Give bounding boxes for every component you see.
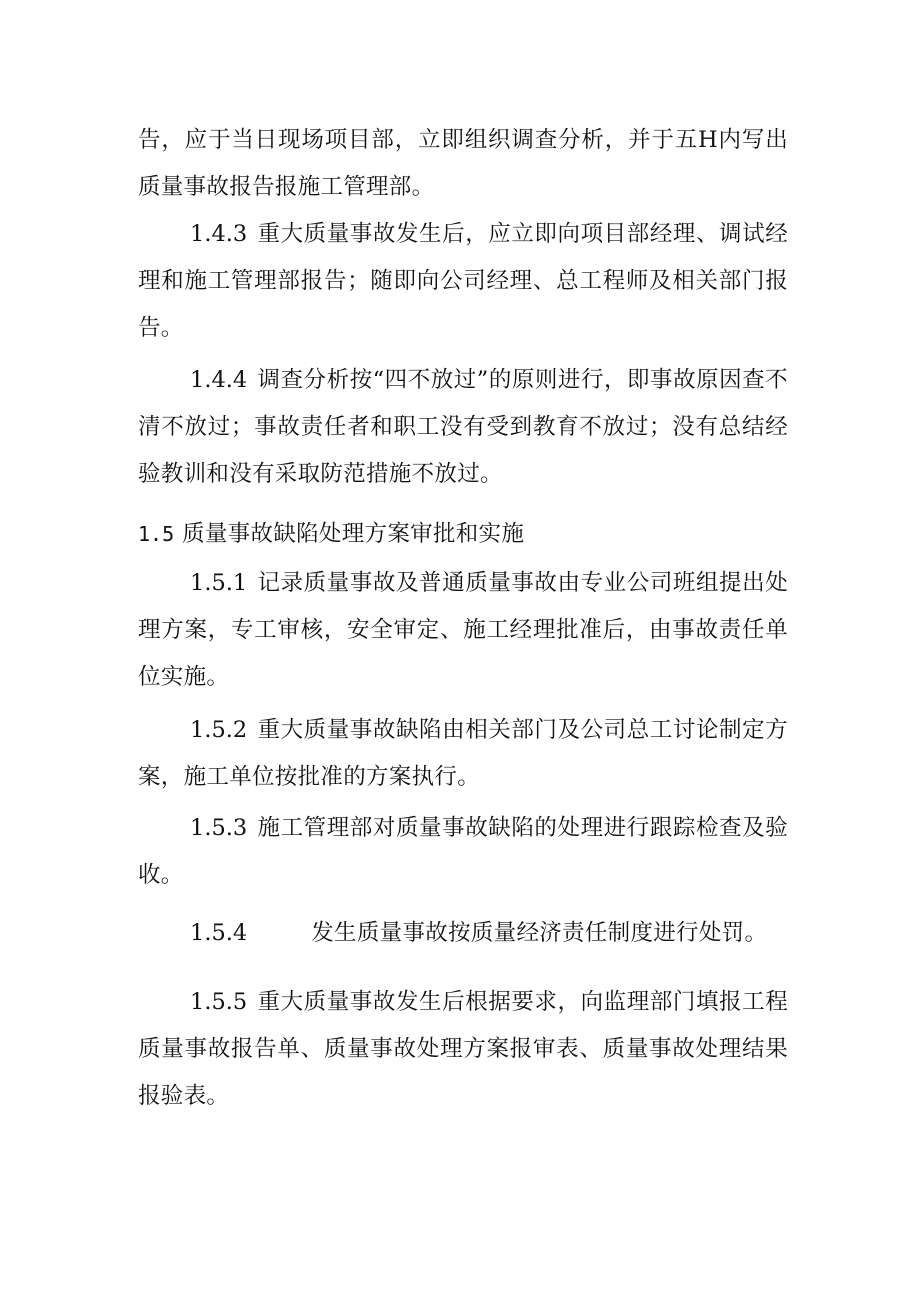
paragraph-1-5-1 xyxy=(138,560,788,701)
paragraph-text: 重大质量事故发生后根据要求，向监理部门填报工程质量事故报告单、质量事故处理方案报审表、质量事故处理结果报验表。 xyxy=(138,989,788,1109)
paragraph-text: 施工管理部对质量事故缺陷的处理进行跟踪检查及验收。 xyxy=(138,815,788,888)
clause-number: 1.4.3 xyxy=(190,221,248,247)
section-heading-1-5 xyxy=(138,511,788,558)
clause-number: 1.5.5 xyxy=(190,989,248,1015)
clause-number: 1.5.4 xyxy=(190,920,248,946)
paragraph-1-5-4 xyxy=(138,910,788,957)
paragraph-1-4-3 xyxy=(138,211,788,352)
paragraph-1-5-2 xyxy=(138,707,788,801)
paragraph-1-4-4 xyxy=(138,357,788,498)
clause-number: 1.5.1 xyxy=(190,570,248,596)
clause-number: 1.5.3 xyxy=(190,815,248,841)
paragraph-text: 发生质量事故按质量经济责任制度进行处罚。 xyxy=(311,920,768,946)
paragraph-text: 重大质量事故发生后，应立即向项目部经理、调试经理和施工管理部报告；随即向公司经理、总工程师及相关部门报告。 xyxy=(138,221,788,341)
paragraph-1-5-5 xyxy=(138,979,788,1120)
paragraph-text: 调查分析按“四不放过”的原则进行，即事故原因查不清不放过；事故责任者和职工没有受到教育不放过；没有总结经验教训和没有采取防范措施不放过。 xyxy=(138,367,788,487)
paragraph-text: 重大质量事故缺陷由相关部门及公司总工讨论制定方案，施工单位按批准的方案执行。 xyxy=(138,717,788,790)
paragraph-continuation xyxy=(138,117,788,211)
section-title: 质量事故缺陷处理方案审批和实施 xyxy=(182,521,525,547)
paragraph-1-5-3 xyxy=(138,805,788,899)
paragraph-text: 告，应于当日现场项目部，立即组织调查分析，并于五H内写出质量事故报告报施工管理部。 xyxy=(138,127,788,200)
clause-number: 1.5.2 xyxy=(190,717,248,743)
paragraph-text: 记录质量事故及普通质量事故由专业公司班组提出处理方案，专工审核，安全审定、施工经理批准后，由事故责任单位实施。 xyxy=(138,570,788,690)
clause-number: 1.4.4 xyxy=(190,367,248,393)
section-number: 1.5 xyxy=(138,522,175,546)
